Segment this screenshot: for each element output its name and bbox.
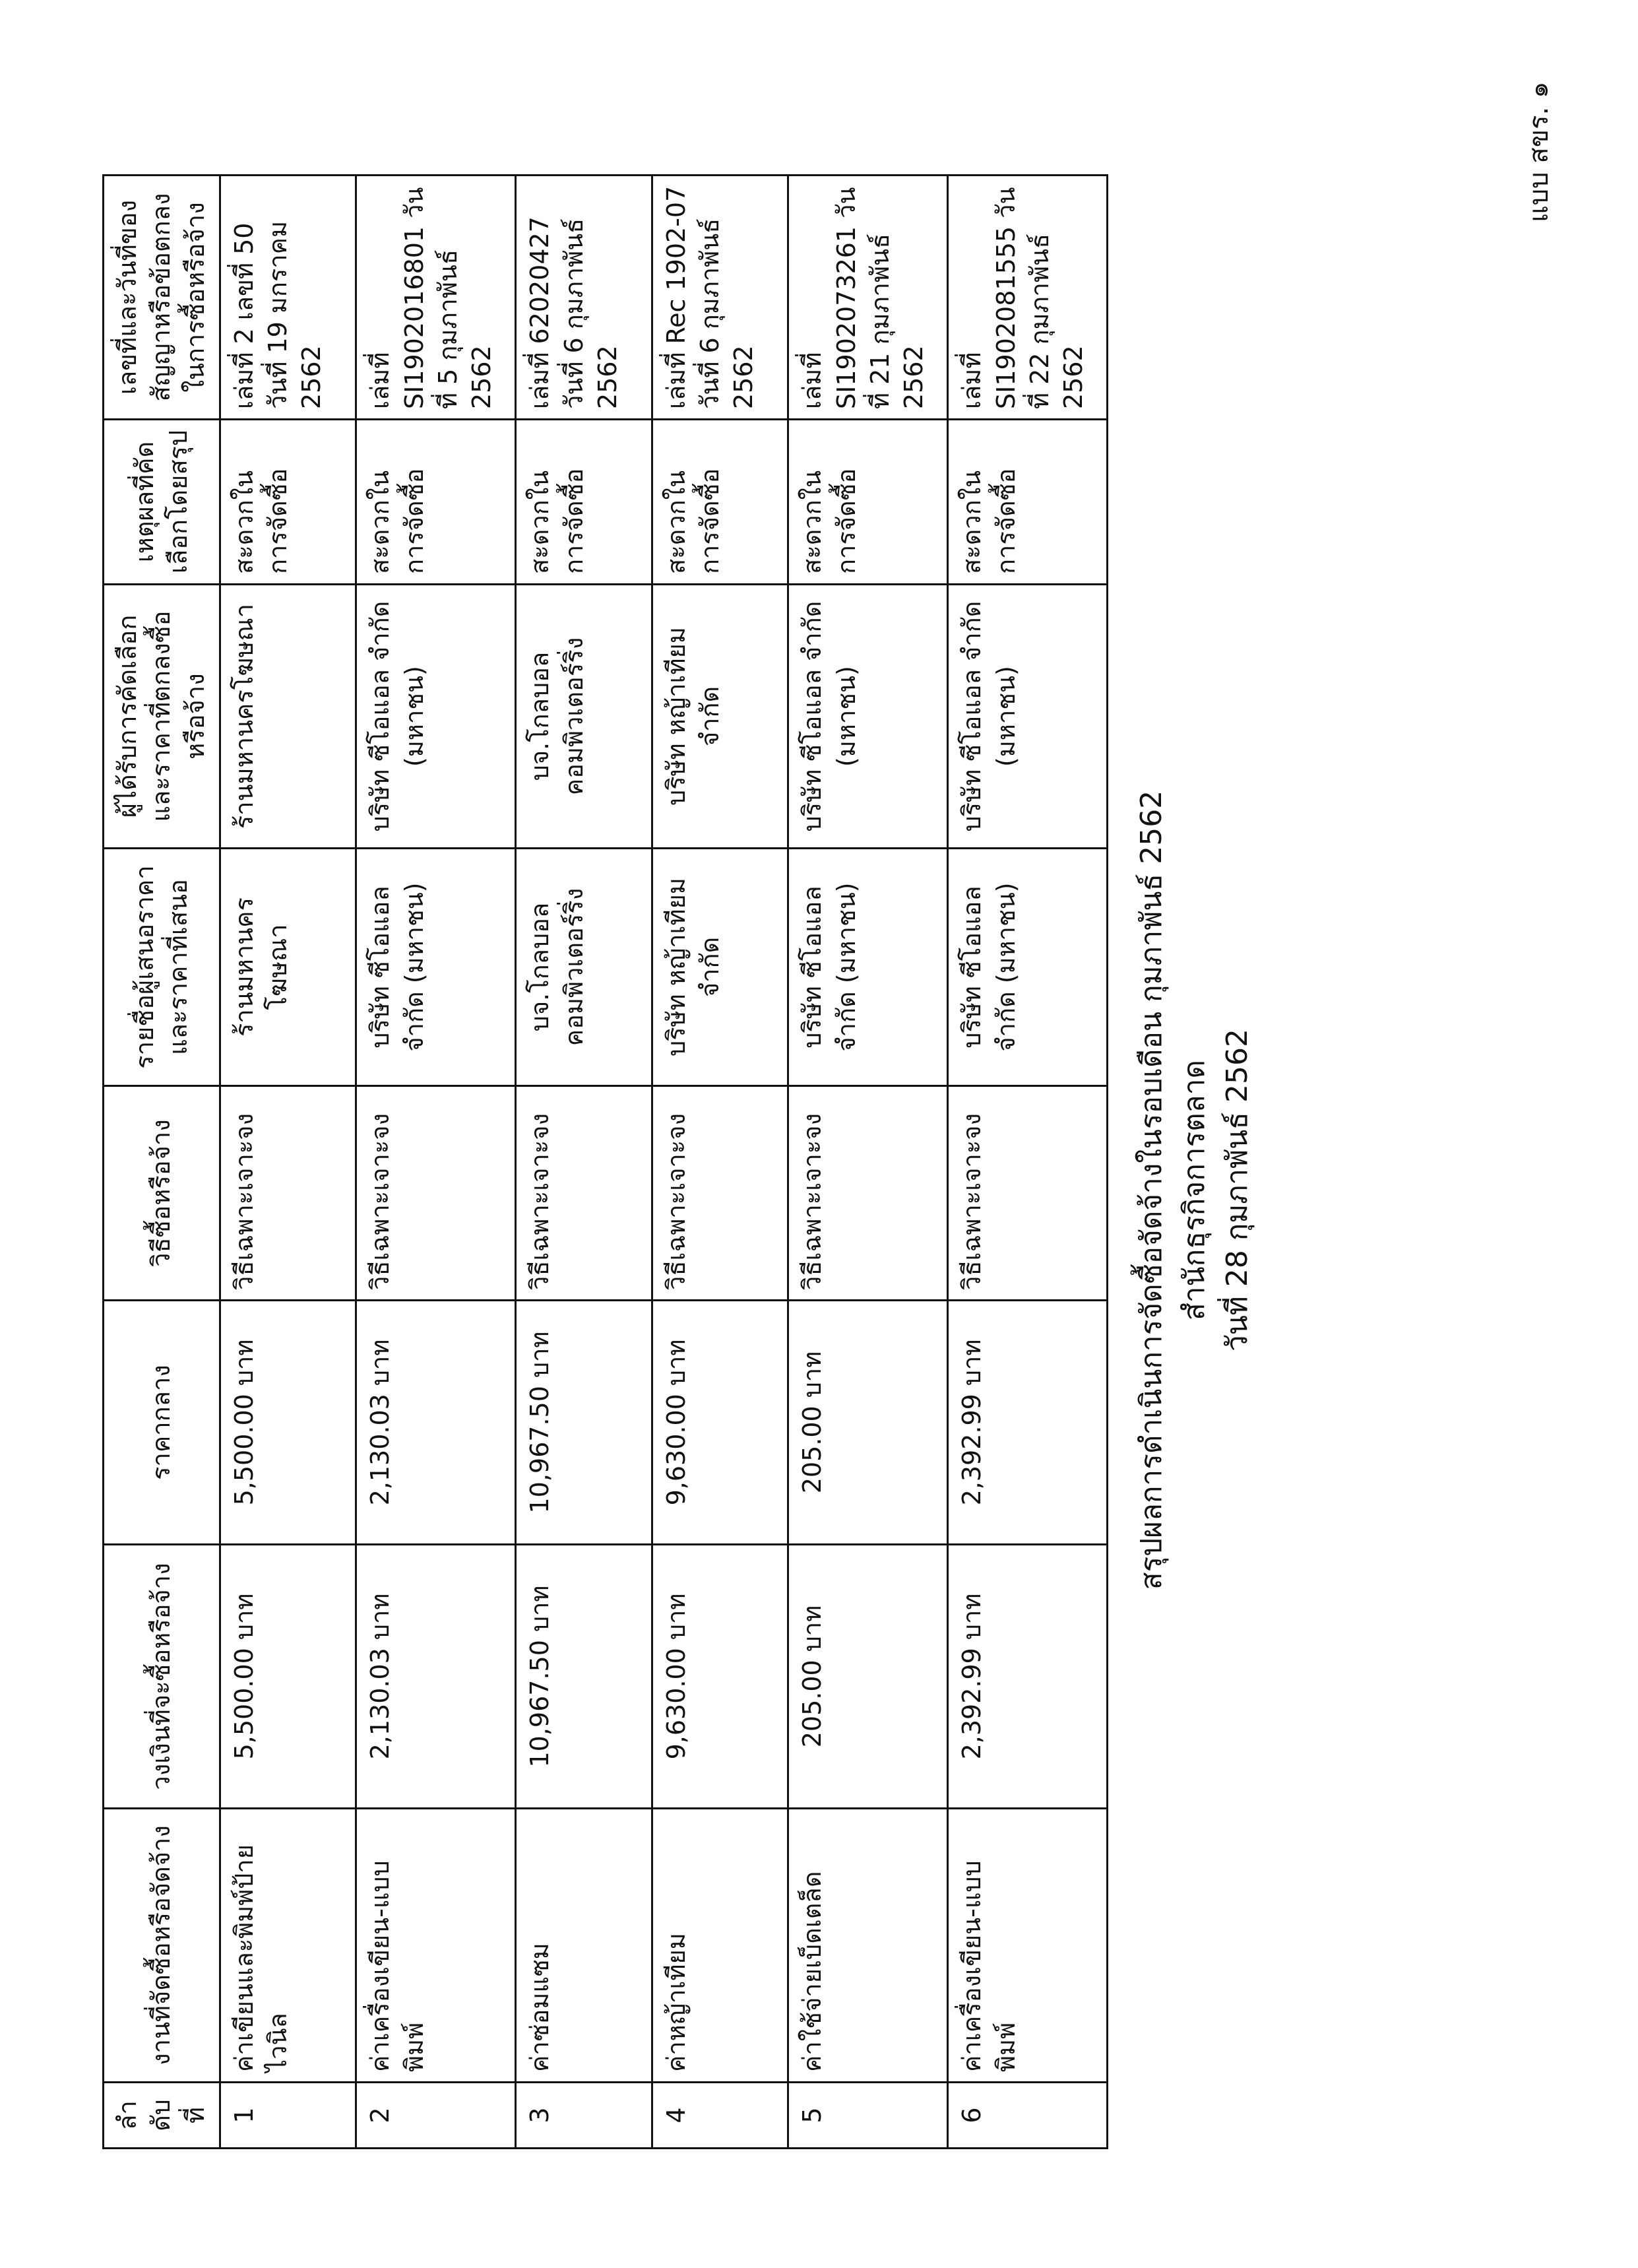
cell-no: 3	[516, 2083, 652, 2149]
cell-item: ค่าใช้จ่ายเบ็ดเตล็ด	[788, 1809, 948, 2083]
cell-reason: สะดวกในการจัดซื้อ	[652, 420, 788, 585]
cell-method: วิธีเฉพาะเจาะจง	[788, 1086, 948, 1301]
report-date: วันที่ 28 กุมภาพันธ์ 2562	[1220, 1029, 1254, 1352]
cell-contract: เล่มที่ SI1902073261 วันที่ 21 กุมภาพันธ์ 2562	[788, 176, 948, 420]
header-budget: วงเงินที่จะซื้อหรือจ้าง	[104, 1545, 220, 1809]
cell-reason: สะดวกในการจัดซื้อ	[948, 420, 1108, 585]
cell-no: 1	[220, 2083, 356, 2149]
cell-winner: บริษัท ซีโอแอล จำกัด (มหาชน)	[356, 585, 516, 849]
cell-median-price: 5,500.00 บาท	[220, 1301, 356, 1545]
cell-item: ค่าหญ้าเทียม	[652, 1809, 788, 2083]
cell-no: 2	[356, 2083, 516, 2149]
header-contract: เลขที่และวันที่ของสัญญาหรือข้อตกลงในการซื้อหรือจ้าง	[104, 176, 220, 420]
procurement-table	[102, 174, 1108, 2149]
cell-method: วิธีเฉพาะเจาะจง	[948, 1086, 1108, 1301]
header-method: วิธีซื้อหรือจ้าง	[104, 1086, 220, 1301]
cell-median-price: 2,392.99 บาท	[948, 1301, 1108, 1545]
cell-contract: เล่มที่ SI1902016801 วันที่ 5 กุมภาพันธ์ 2562	[356, 176, 516, 420]
cell-method: วิธีเฉพาะเจาะจง	[652, 1086, 788, 1301]
cell-contract: เล่มที่ SI1902081555 วันที่ 22 กุมภาพันธ์ 2562	[948, 176, 1108, 420]
cell-budget: 2,392.99 บาท	[948, 1545, 1108, 1809]
cell-winner: บริษัท ซีโอแอล จำกัด (มหาชน)	[788, 585, 948, 849]
cell-no: 5	[788, 2083, 948, 2149]
table-row	[948, 176, 1108, 2149]
cell-median-price: 10,967.50 บาท	[516, 1301, 652, 1545]
cell-contract: เล่มที่ 62020427 วันที่ 6 กุมภาพันธ์ 2562	[516, 176, 652, 420]
cell-contract: เล่มที่ Rec 1902-07 วันที่ 6 กุมภาพันธ์ 2562	[652, 176, 788, 420]
cell-no: 4	[652, 2083, 788, 2149]
cell-method: วิธีเฉพาะเจาะจง	[220, 1086, 356, 1301]
table-row	[788, 176, 948, 2149]
cell-item: ค่าเครื่องเขียน-แบบพิมพ์	[356, 1809, 516, 2083]
cell-reason: สะดวกในการจัดซื้อ	[220, 420, 356, 585]
cell-item: ค่าเครื่องเขียน-แบบพิมพ์	[948, 1809, 1108, 2083]
header-reason: เหตุผลที่คัดเลือกโดยสรุป	[104, 420, 220, 585]
cell-bidders: บจ.โกลบอล คอมพิวเตอร์ริ่ง	[516, 849, 652, 1086]
table-header-row	[104, 176, 220, 2149]
cell-reason: สะดวกในการจัดซื้อ	[516, 420, 652, 585]
cell-budget: 9,630.00 บาท	[652, 1545, 788, 1809]
header-no: ลำดับที่	[104, 2083, 220, 2149]
cell-item: ค่าเขียนและพิมพ์ป้ายไวนิล	[220, 1809, 356, 2083]
cell-no: 6	[948, 2083, 1108, 2149]
header-item: งานที่จัดซื้อหรือจัดจ้าง	[104, 1809, 220, 2083]
header-bidders: รายชื่อผู้เสนอราคาและราคาที่เสนอ	[104, 849, 220, 1086]
cell-method: วิธีเฉพาะเจาะจง	[516, 1086, 652, 1301]
table-row	[220, 176, 356, 2149]
cell-winner: ร้านมหานครโฆษณา	[220, 585, 356, 849]
cell-bidders: บริษัท ซีโอแอล จำกัด (มหาชน)	[356, 849, 516, 1086]
report-title: สรุปผลการดำเนินการจัดซื้อจัดจ้างในรอบเดือน กุมภาพันธ์ 2562	[1135, 790, 1168, 1590]
cell-contract: เล่มที่ 2 เลขที่ 50 วันที่ 19 มกราคม 2562	[220, 176, 356, 420]
cell-winner: บริษัท ซีโอแอล จำกัด (มหาชน)	[948, 585, 1108, 849]
cell-budget: 5,500.00 บาท	[220, 1545, 356, 1809]
cell-winner: บจ.โกลบอล คอมพิวเตอร์ริ่ง	[516, 585, 652, 849]
cell-budget: 205.00 บาท	[788, 1545, 948, 1809]
cell-bidders: บริษัท ซีโอแอล จำกัด (มหาชน)	[788, 849, 948, 1086]
department-name: สำนักธุรกิจการตลาด	[1178, 1060, 1211, 1320]
header-winner: ผู้ได้รับการคัดเลือกและราคาที่ตกลงซื้อหรือจ้าง	[104, 585, 220, 849]
table-row	[652, 176, 788, 2149]
cell-median-price: 205.00 บาท	[788, 1301, 948, 1545]
cell-method: วิธีเฉพาะเจาะจง	[356, 1086, 516, 1301]
table-row	[516, 176, 652, 2149]
table-row	[356, 176, 516, 2149]
cell-reason: สะดวกในการจัดซื้อ	[356, 420, 516, 585]
cell-winner: บริษัท หญ้าเทียม จำกัด	[652, 585, 788, 849]
cell-bidders: บริษัท หญ้าเทียม จำกัด	[652, 849, 788, 1086]
cell-budget: 2,130.03 บาท	[356, 1545, 516, 1809]
cell-item: ค่าซ่อมแซม	[516, 1809, 652, 2083]
cell-bidders: บริษัท ซีโอแอล จำกัด (มหาชน)	[948, 849, 1108, 1086]
header-median-price: ราคากลาง	[104, 1301, 220, 1545]
cell-reason: สะดวกในการจัดซื้อ	[788, 420, 948, 585]
form-code-label: แบบ สขร. ๑	[1524, 81, 1554, 222]
cell-median-price: 9,630.00 บาท	[652, 1301, 788, 1545]
cell-bidders: ร้านมหานครโฆษณา	[220, 849, 356, 1086]
cell-budget: 10,967.50 บาท	[516, 1545, 652, 1809]
cell-median-price: 2,130.03 บาท	[356, 1301, 516, 1545]
